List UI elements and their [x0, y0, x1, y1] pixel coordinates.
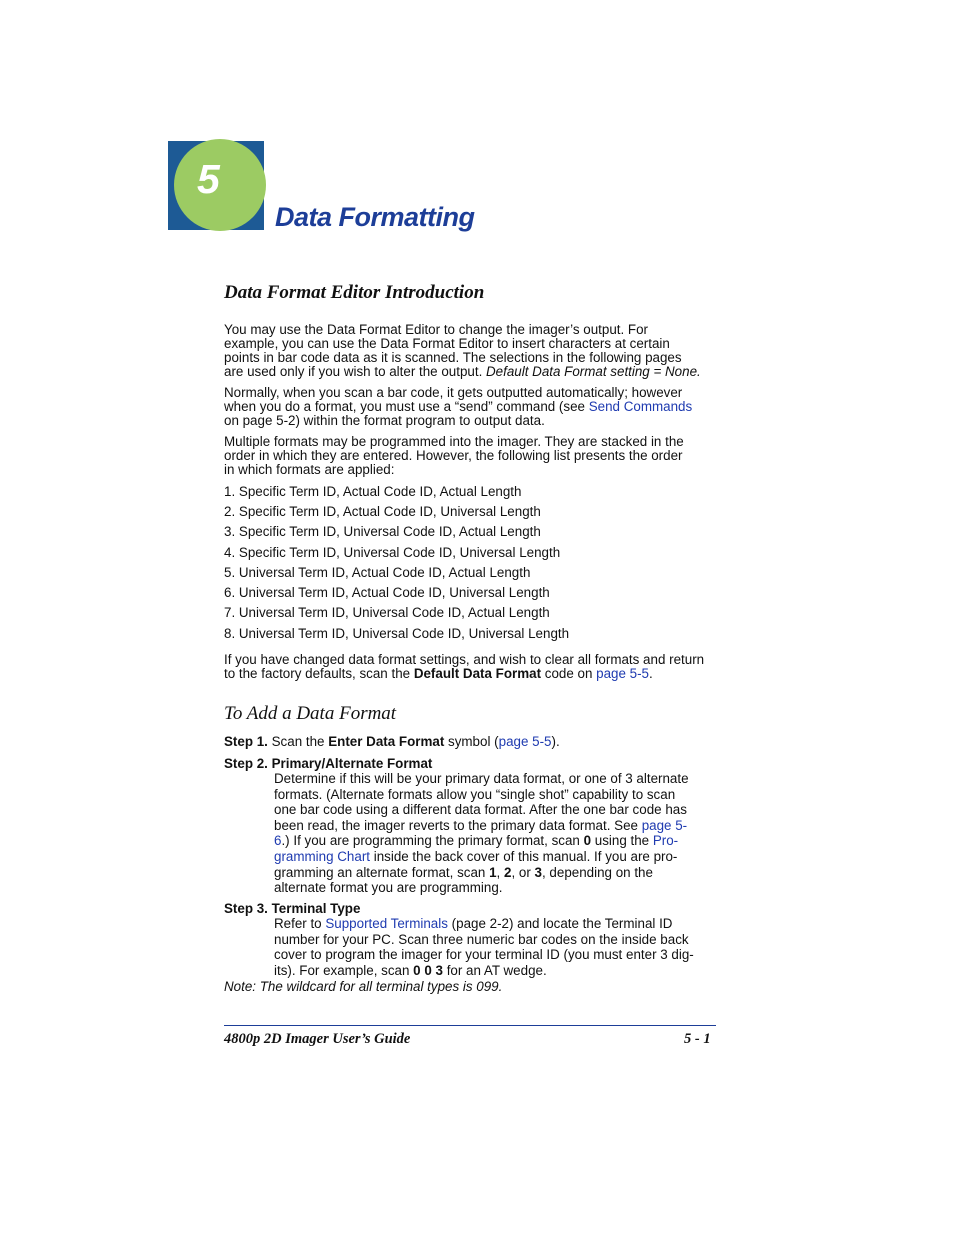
text-line	[274, 833, 719, 849]
list-item: 7. Universal Term ID, Universal Code ID, Actual Length	[224, 605, 550, 620]
text-segment: symbol (	[444, 734, 499, 749]
text-line: order in which they are entered. However, the following list presents the order	[224, 448, 683, 463]
programming-chart-link[interactable]: Pro-	[652, 833, 679, 849]
text-segment: , depending on the	[541, 864, 653, 880]
step-3-body	[274, 916, 719, 978]
text-line	[224, 400, 716, 414]
chapter-number: 5	[197, 156, 220, 202]
page-5-6-link[interactable]: page 5-	[641, 817, 688, 833]
text-segment: are used only if you wish to alter the output.	[224, 364, 487, 379]
page-5-5-link[interactable]: page 5-5	[498, 734, 552, 749]
footer-title: 4800p 2D Imager User’s Guide	[224, 1031, 411, 1047]
text-segment: code on	[541, 666, 597, 681]
text-line: You may use the Data Format Editor to change the imager’s output. For	[224, 322, 649, 337]
send-commands-link[interactable]: Send Commands	[588, 399, 693, 414]
bold-value: 3	[534, 864, 542, 880]
text-line	[224, 667, 716, 681]
text-line: formats. (Alternate formats allow you “single shot” capability to scan	[274, 786, 676, 802]
bold-value: 0 0 3	[413, 962, 443, 978]
list-item: 1. Specific Term ID, Actual Code ID, Actual Length	[224, 484, 522, 499]
text-segment: for an AT wedge.	[442, 962, 547, 978]
text-segment: Refer to	[274, 916, 326, 931]
text-segment: , or	[511, 864, 535, 880]
text-segment: (page 2-2) and locate the Terminal ID	[447, 916, 673, 931]
text-line: Normally, when you scan a bar code, it gets outputted automatically; however	[224, 385, 683, 400]
step-1-label: Step 1.	[224, 734, 268, 749]
text-line	[274, 865, 719, 881]
text-segment: .	[649, 666, 653, 681]
text-segment: its). For example, scan	[274, 962, 414, 978]
wildcard-note: Note: The wildcard for all terminal types is 099.	[224, 979, 503, 994]
text-line	[274, 818, 719, 834]
list-item: 4. Specific Term ID, Universal Code ID, Universal Length	[224, 545, 561, 560]
text-segment: inside the back cover of this manual. If you are pro-	[370, 848, 678, 864]
page-5-6-link[interactable]: 6	[274, 833, 282, 849]
text-line: Multiple formats may be programmed into the imager. They are stacked in the	[224, 434, 684, 449]
step-1	[224, 734, 560, 749]
bold-value: 2	[504, 864, 512, 880]
text-line: Determine if this will be your primary data format, or one of 3 alternate	[274, 771, 689, 786]
chapter-title: Data Formatting	[275, 202, 475, 232]
programming-chart-link[interactable]: gramming Chart	[274, 848, 370, 864]
intro-paragraph	[224, 323, 716, 379]
footer-divider	[224, 1025, 716, 1026]
list-item: 6. Universal Term ID, Actual Code ID, Universal Length	[224, 585, 550, 600]
text-segment: gramming an alternate format, scan	[274, 864, 490, 880]
text-line	[274, 963, 719, 979]
chapter-badge-circle	[174, 139, 266, 231]
text-line	[274, 916, 719, 932]
page-5-5-link[interactable]: page 5-5	[596, 666, 650, 681]
default-data-format-label: Default Data Format	[413, 666, 542, 681]
text-line	[274, 849, 719, 865]
enter-data-format-label: Enter Data Format	[328, 734, 445, 749]
text-segment: ,	[496, 864, 504, 880]
send-commands-paragraph	[224, 386, 716, 428]
list-item: 5. Universal Term ID, Actual Code ID, Actual Length	[224, 565, 531, 580]
footer-page-number: 5 - 1	[684, 1031, 711, 1047]
text-segment: when you do a format, you must use a “send” command (see	[224, 399, 589, 414]
text-line: alternate format you are programming.	[274, 880, 503, 896]
text-line: example, you can use the Data Format Editor to insert characters at certain	[224, 336, 670, 351]
supported-terminals-link[interactable]: Supported Terminals	[325, 916, 448, 931]
step-2-body	[274, 771, 719, 896]
text-line	[224, 365, 716, 379]
text-segment: ).	[551, 734, 560, 749]
section-heading-add-format: To Add a Data Format	[224, 703, 397, 724]
step-3-label: Step 3. Terminal Type	[224, 901, 361, 916]
text-line: in which formats are applied:	[224, 462, 395, 477]
bold-value: 0	[583, 833, 592, 849]
text-segment: .) If you are programming the primary format, scan	[281, 833, 584, 849]
text-line: number for your PC. Scan three numeric bar codes on the inside back	[274, 931, 689, 947]
text-line: cover to program the imager for your terminal ID (you must enter 3 dig-	[274, 947, 694, 963]
list-item: 2. Specific Term ID, Actual Code ID, Universal Length	[224, 504, 541, 519]
default-setting-note: Default Data Format setting = None.	[486, 364, 701, 379]
list-item: 8. Universal Term ID, Universal Code ID, Universal Length	[224, 626, 570, 641]
multiple-formats-paragraph	[224, 435, 716, 477]
section-heading-intro: Data Format Editor Introduction	[224, 282, 485, 303]
text-segment: been read, the imager reverts to the primary data format. See	[274, 817, 642, 833]
text-segment: to the factory defaults, scan the	[224, 666, 414, 681]
bold-value: 1	[489, 864, 497, 880]
text-segment: using the	[591, 833, 653, 849]
list-item: 3. Specific Term ID, Universal Code ID, Actual Length	[224, 524, 541, 539]
text-line: one bar code using a different data format. After the one bar code has	[274, 802, 687, 818]
step-2-label: Step 2. Primary/Alternate Format	[224, 756, 433, 771]
text-segment: Scan the	[267, 734, 329, 749]
reset-defaults-paragraph	[224, 653, 716, 681]
text-line: If you have changed data format settings, and wish to clear all formats and return	[224, 652, 705, 667]
text-line: points in bar code data as it is scanned. The selections in the following pages	[224, 350, 682, 365]
text-line: on page 5-2) within the format program to output data.	[224, 413, 545, 428]
